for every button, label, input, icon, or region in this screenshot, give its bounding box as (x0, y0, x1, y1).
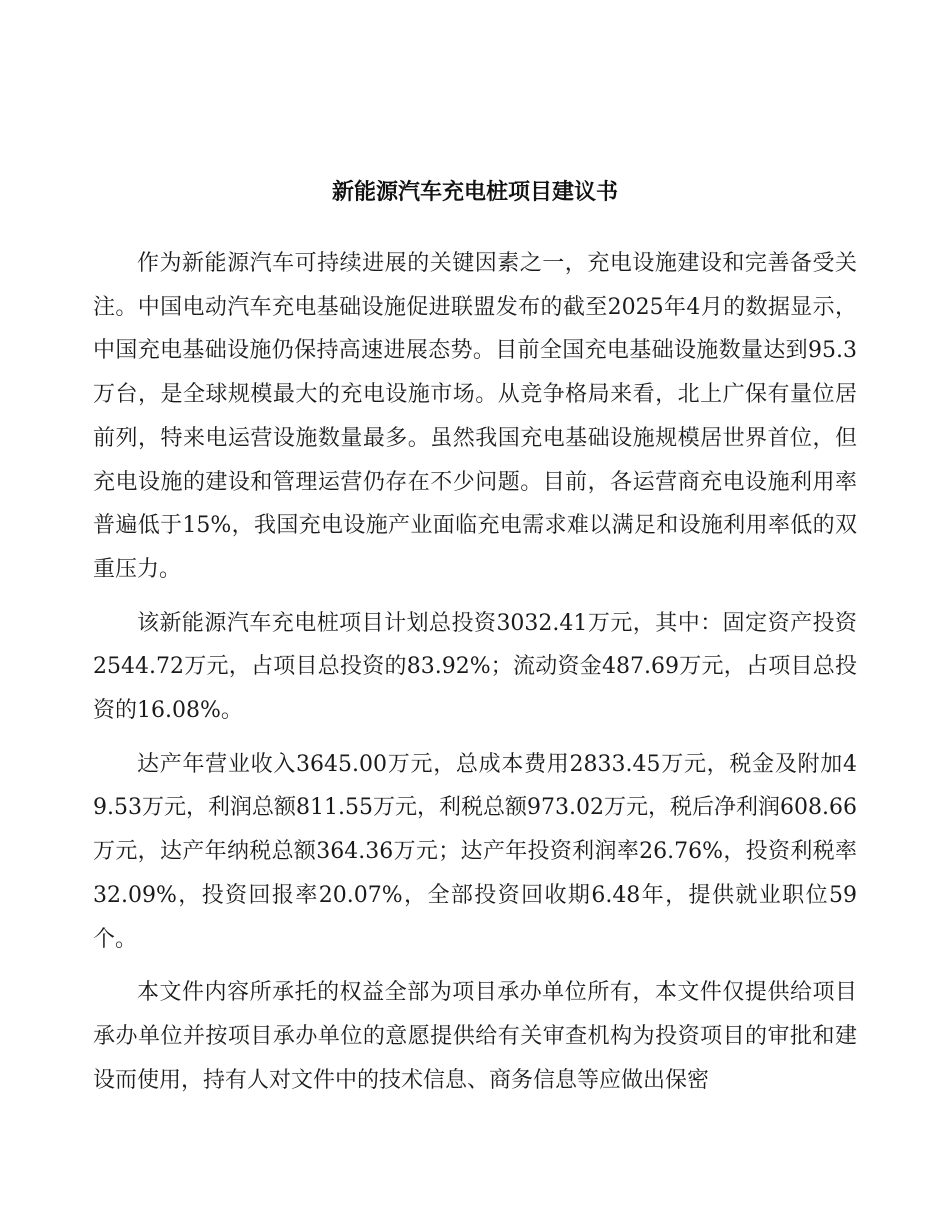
paragraph-financials: 达产年营业收入3645.00万元，总成本费用2833.45万元，税金及附加49.53万元，利润总额811.55万元，利税总额973.02万元，税后净利润608.66万元，达产年纳税总额364.36万元；达产年投资利润率26.76%，投资利税率32.09%，投资回报率20.07%，全部投资回收期6.48年，提供就业职位59个。 (93, 751, 857, 952)
paragraph-background: 作为新能源汽车可持续进展的关键因素之一，充电设施建设和完善备受关注。中国电动汽车充电基础设施促进联盟发布的截至2025年4月的数据显示，中国充电基础设施仍保持高速进展态势。目前全国充电基础设施数量达到95.3万台，是全球规模最大的充电设施市场。从竞争格局来看，北上广保有量位居前列，特来电运营设施数量最多。虽然我国充电基础设施规模居世界首位，但充电设施的建设和管理运营仍存在不少问题。目前，各运营商充电设施利用率普遍低于15%，我国充电设施产业面临充电需求难以满足和设施利用率低的双重压力。 (93, 251, 857, 582)
document-title: 新能源汽车充电桩项目建议书 (331, 180, 618, 205)
paragraph-investment: 该新能源汽车充电桩项目计划总投资3032.41万元，其中：固定资产投资2544.72万元，占项目总投资的83.92%；流动资金487.69万元，占项目总投资的16.08%。 (93, 610, 857, 724)
document-body (93, 242, 857, 1112)
paragraph-confidentiality: 本文件内容所承托的权益全部为项目承办单位所有，本文件仅提供给项目承办单位并按项目承办单位的意愿提供给有关审查机构为投资项目的审批和建设而使用，持有人对文件中的技术信息、商务信息等应做出保密 (93, 980, 857, 1093)
